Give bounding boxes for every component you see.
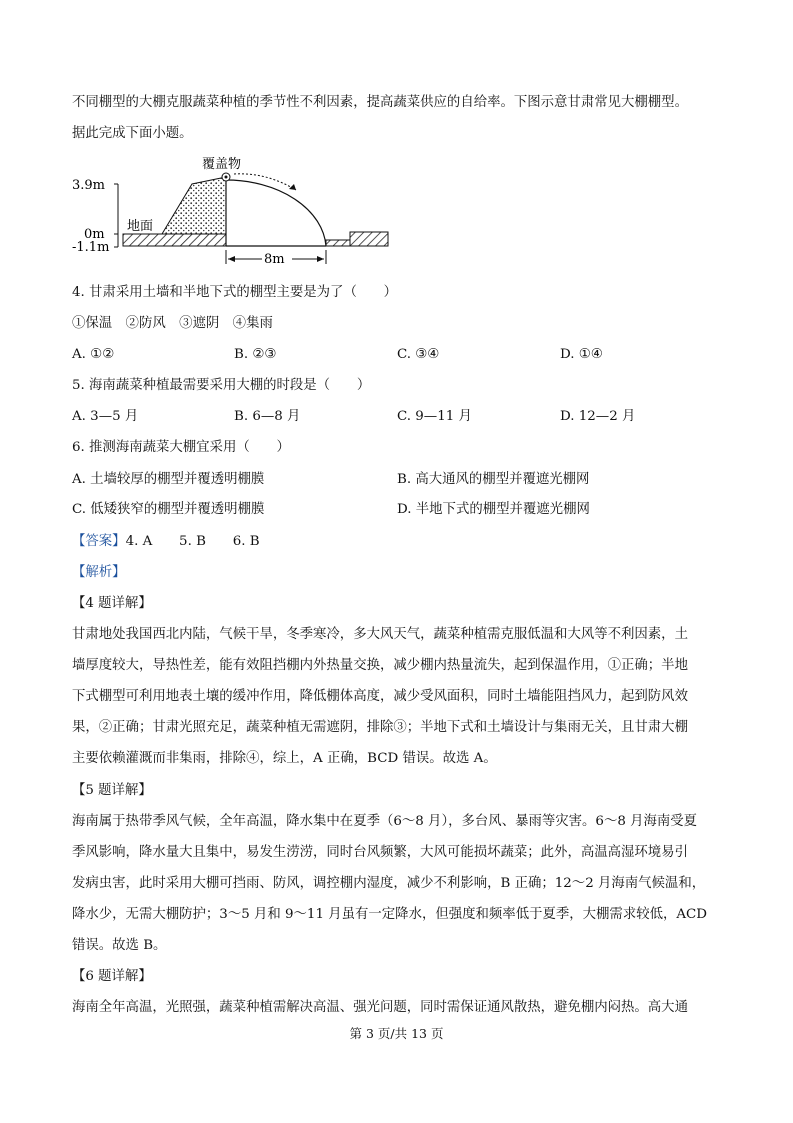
detail-5-body: [72, 814, 724, 969]
q6-option-b: B. 高大通风的棚型并覆遮光棚网: [397, 472, 590, 487]
q4-option-a: A. ①②: [72, 347, 115, 362]
y-label-zero: 0m: [84, 227, 105, 242]
q6-stem: 6. 推测海南蔬菜大棚宜采用（ ）: [72, 440, 290, 455]
detail-6-title: 【6 题详解】: [72, 969, 152, 984]
soil-wall: [162, 177, 226, 234]
answer-text: 4. A 5. B 6. B: [125, 534, 260, 549]
detail-4-body: [72, 627, 724, 782]
q6-option-c: C. 低矮狭窄的棚型并覆透明棚膜: [72, 502, 265, 517]
answer-line: [72, 534, 260, 550]
intro-line-1: 不同棚型的大棚克服蔬菜种植的季节性不利因素，提高蔬菜供应的自给率。下图示意甘肃常见大棚棚型。: [72, 95, 688, 110]
intro-line-2: 据此完成下面小题。: [72, 126, 193, 141]
detail-5-line: 季风影响，降水量大且集中，易发生涝涝，同时台风频繁，大风可能损坏蔬菜；此外，高温高湿环境易引: [72, 845, 688, 860]
detail-4-line: 墙厚度较大，导热性差，能有效阻挡棚内外热量交换，减少棚内热量流失，起到保温作用，①正确；半地: [72, 658, 688, 673]
ground-label: 地面: [127, 219, 154, 234]
ground-hatch-step: [326, 240, 350, 246]
ground-hatch-right: [350, 232, 388, 246]
answer-tag: 【答案】: [72, 534, 126, 549]
q6-option-d: D. 半地下式的棚型并覆遮光棚网: [397, 502, 590, 517]
detail-4-line: 甘肃地处我国西北内陆，气候干旱，冬季寒冷，多大风天气，蔬菜种植需克服低温和大风等不利因素，土: [72, 627, 688, 642]
detail-6-line: 海南全年高温，光照强，蔬菜种植需解决高温、强光问题，同时需保证通风散热，避免棚内闷热。高大通: [72, 1000, 688, 1015]
detail-4-line: 主要依赖灌溉而非集雨，排除④，综上，A 正确，BCD 错误。故选 A。: [72, 751, 497, 766]
arc-roof: [226, 180, 326, 246]
page-footer: 第 3 页/共 13 页: [349, 1026, 444, 1041]
detail-5-title: 【5 题详解】: [72, 783, 152, 798]
q4-option-b: B. ②③: [234, 347, 277, 362]
detail-5-line: 发病虫害，此时采用大棚可挡雨、防风，调控棚内湿度，减少不利影响，B 正确；12～2 月海南气候温和，: [72, 876, 706, 891]
y-label-bottom: -1.1m: [72, 240, 110, 255]
ground-hatch-left: [123, 234, 226, 246]
q4-items: ①保温 ②防风 ③遮阴 ④集雨: [72, 316, 273, 331]
detail-4-line: 果，②正确；甘肃光照充足，蔬菜种植无需遮阴，排除③；半地下式和土墙设计与集雨无关，且甘肃大棚: [72, 720, 688, 735]
q5-stem: 5. 海南蔬菜种植最需要采用大棚的时段是（ ）: [72, 378, 371, 393]
detail-5-line: 错误。故选 B。: [72, 938, 167, 953]
detail-4-title: 【4 题详解】: [72, 596, 152, 611]
q5-option-c: C. 9—11 月: [397, 409, 472, 424]
q5-option-d: D. 12—2 月: [560, 409, 636, 424]
detail-5-line: 海南属于热带季风气候，全年高温，降水集中在夏季（6～8 月），多台风、暴雨等灾害。6～8 月海南受夏: [72, 814, 698, 829]
q5-option-a: A. 3—5 月: [72, 409, 139, 424]
q4-option-c: C. ③④: [397, 347, 440, 362]
y-label-top: 3.9m: [72, 178, 106, 193]
cover-arrow: [234, 174, 296, 190]
analysis-tag: 【解析】: [72, 565, 126, 580]
detail-5-line: 降水少，无需大棚防护；3～5 月和 9～11 月虽有一定降水，但强度和频率低于夏季，大棚需求较低，ACD: [72, 907, 708, 922]
greenhouse-diagram: [70, 152, 400, 270]
q4-stem: 4. 甘肃采用土墙和半地下式的棚型主要是为了（ ）: [72, 285, 398, 300]
width-label: 8m: [264, 252, 285, 267]
cover-label: 覆盖物: [202, 157, 242, 172]
q6-option-a: A. 土墙较厚的棚型并覆透明棚膜: [72, 472, 265, 487]
detail-4-line: 下式棚型可利用地表土壤的缓冲作用，降低棚体高度，减少受风面积，同时土墙能阻挡风力，起到防风效: [72, 689, 688, 704]
q4-option-d: D. ①④: [560, 347, 603, 362]
q5-option-b: B. 6—8 月: [234, 409, 301, 424]
